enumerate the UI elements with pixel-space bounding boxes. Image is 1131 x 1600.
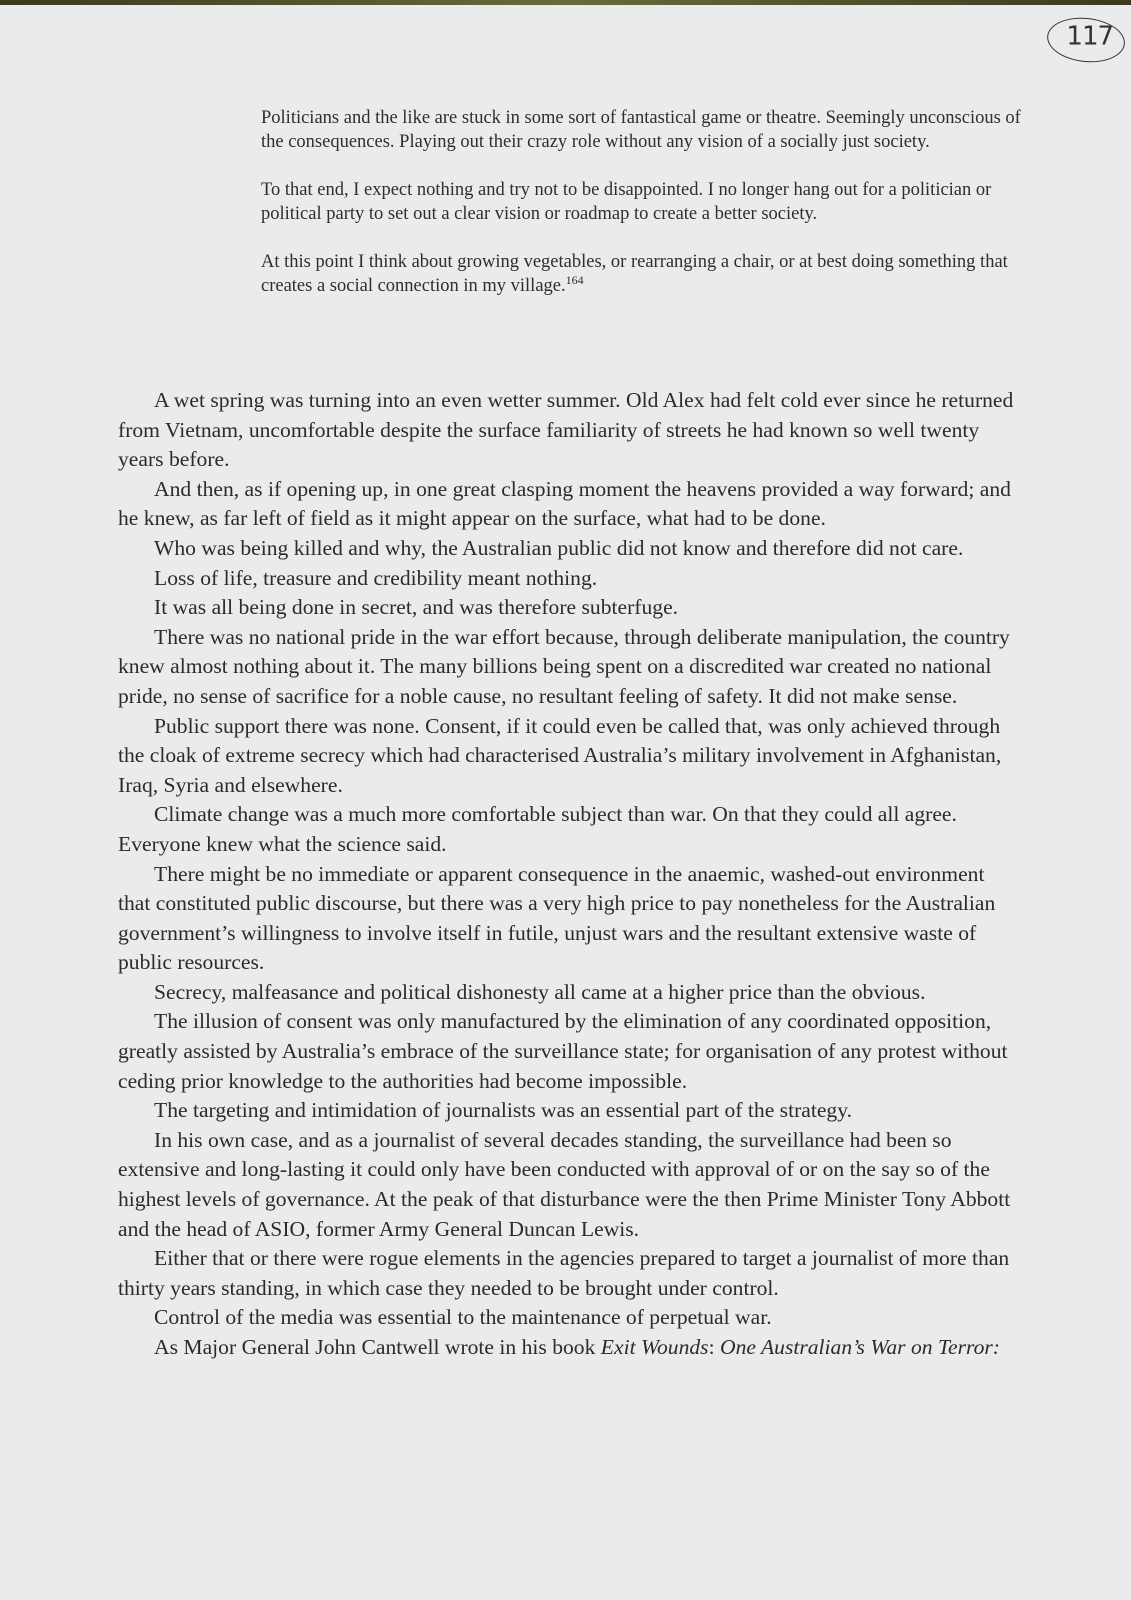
body-paragraph-11: The illusion of consent was only manufactured by the elimination of any coordinated opposition, greatly assisted by Australia’s embrace of the surveillance state; for organisation of any protest without ceding prior knowledge to the authorities had become impossible. xyxy=(118,1009,1008,1093)
citation-prefix: As Major General John Cantwell wrote in his book xyxy=(154,1335,601,1359)
body-paragraph-1: A wet spring was turning into an even wetter summer. Old Alex had felt cold ever since he returned from Vietnam, uncomfortable despite the surface familiarity of streets he had known so well twenty years before. xyxy=(118,388,1014,472)
page-number-text: 117 xyxy=(1066,21,1114,52)
body-paragraph-15: Control of the media was essential to the maintenance of perpetual war. xyxy=(154,1305,772,1330)
body-paragraph-6: There was no national pride in the war effort because, through deliberate manipulation, the country knew almost nothing about it. The many billions being spent on a discredited war created no national pride, no sense of sacrifice for a noble cause, no resultant feeling of safety. It did not make sense. xyxy=(118,624,1010,708)
body-paragraph-13: In his own case, and as a journalist of several decades standing, the surveillance had been so extensive and long-lasting it could only have been conducted with approval of or on the say so of the highest levels of governance. At the peak of that disturbance were the then Prime Minister Tony Abbott and the head of ASIO, former Army General Duncan Lewis. xyxy=(118,1127,1011,1241)
quote-paragraph-1: Politicians and the like are stuck in some sort of fantastical game or theatre. Seemingly unconscious of the consequences. Playing out their crazy role without any vision of a socially just society. xyxy=(261,108,1021,152)
quote-paragraph-3 xyxy=(261,250,1021,298)
handwritten-page-number xyxy=(1045,14,1127,66)
body-paragraph-16 xyxy=(118,1333,1018,1363)
body-paragraph-12: The targeting and intimidation of journalists was an essential part of the strategy. xyxy=(154,1098,853,1123)
body-paragraph-14: Either that or there were rogue elements in the agencies prepared to target a journalist of more than thirty years standing, in which case they needed to be brought under control. xyxy=(118,1246,1010,1300)
footnote-reference: 164 xyxy=(565,272,584,287)
quote-paragraph-3-text: At this point I think about growing vegetables, or rearranging a chair, or at best doing something that creates a social connection in my village. xyxy=(261,252,1008,296)
body-paragraph-10: Secrecy, malfeasance and political dishonesty all came at a higher price than the obvious. xyxy=(154,979,926,1004)
block-quote xyxy=(261,106,1021,322)
body-paragraph-3: Who was being killed and why, the Australian public did not know and therefore did not care. xyxy=(154,535,964,560)
body-paragraph-2: And then, as if opening up, in one great clasping moment the heavens provided a way forward; and he knew, as far left of field as it might appear on the surface, what had to be done. xyxy=(118,476,1011,531)
book-title: Exit Wounds xyxy=(600,1335,709,1359)
body-paragraph-5: It was all being done in secret, and was therefore subterfuge. xyxy=(154,595,679,620)
body-paragraph-4: Loss of life, treasure and credibility meant nothing. xyxy=(154,565,598,590)
body-paragraph-9: There might be no immediate or apparent consequence in the anaemic, washed-out environment that constituted public discourse, but there was a very high price to pay nonetheless for the Australian government’s willingness to involve itself in futile, unjust wars and the resultant extensive waste of public resources. xyxy=(118,861,996,975)
book-subtitle: One Australian’s War on Terror: xyxy=(719,1335,1000,1359)
body-text xyxy=(118,386,1018,1363)
citation-separator: : xyxy=(708,1335,720,1359)
body-paragraph-8: Climate change was a much more comfortable subject than war. On that they could all agree. Everyone knew what the science said. xyxy=(118,802,957,856)
page-top-edge xyxy=(0,0,1131,5)
body-paragraph-7: Public support there was none. Consent, if it could even be called that, was only achieved through the cloak of extreme secrecy which had characterised Australia’s military involvement in Afghanistan, Iraq, Syria and elsewhere. xyxy=(118,713,1002,797)
quote-paragraph-2: To that end, I expect nothing and try not to be disappointed. I no longer hang out for a politician or political party to set out a clear vision or roadmap to create a better society. xyxy=(261,180,992,224)
